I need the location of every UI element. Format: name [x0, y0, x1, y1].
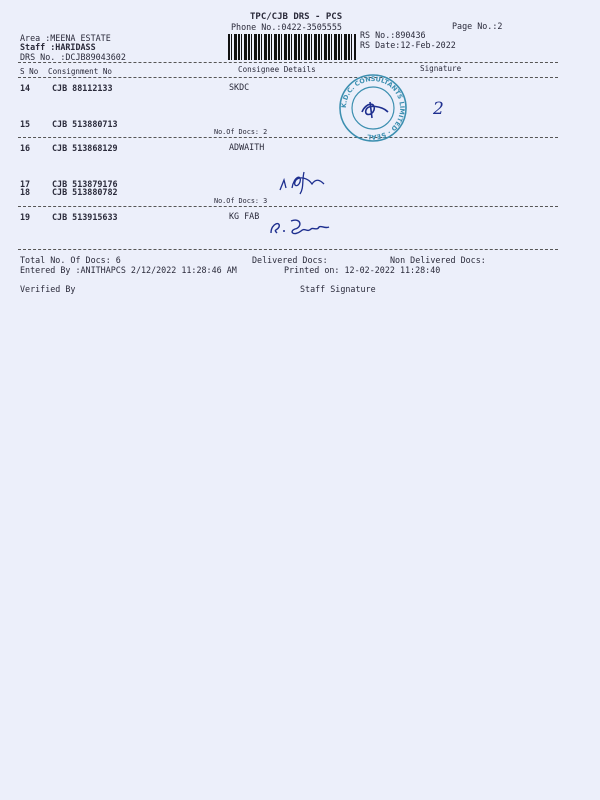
total-docs: Total No. Of Docs: 6 [20, 255, 121, 265]
verified-by: Verified By [20, 284, 76, 294]
entered-by: Entered By :ANITHAPCS 2/12/2022 11:28:46 AM [20, 265, 237, 275]
rs-number: RS No.:890436 [360, 30, 426, 40]
delivered-docs: Delivered Docs: [252, 255, 328, 265]
divider [18, 62, 558, 63]
non-delivered-docs: Non Delivered Docs: [390, 255, 486, 265]
handwritten-signature [267, 215, 331, 239]
row-consignee: KG FAB [229, 211, 260, 221]
divider [18, 77, 558, 78]
col-sno: S No [20, 67, 39, 76]
docs-count-note: No.Of Docs: 2 [214, 128, 268, 136]
row-sno: 18 [20, 187, 31, 197]
row-sno: 15 [20, 119, 31, 129]
phone-number: Phone No.:0422-3505555 [231, 22, 342, 32]
row-sno: 14 [20, 83, 31, 93]
document-title: TPC/CJB DRS - PCS [250, 12, 343, 22]
barcode [228, 34, 356, 60]
divider [18, 137, 558, 138]
drs-number: DRS No. :DCJB89043602 [20, 52, 126, 62]
area-field: Area :MEENA ESTATE [20, 33, 111, 43]
printed-on: Printed on: 12-02-2022 11:28:40 [284, 265, 441, 275]
row-sno: 17 [20, 179, 31, 189]
staff-signature-label: Staff Signature [300, 284, 376, 294]
divider [18, 249, 558, 250]
row-consignment: CJB 88112133 [52, 83, 113, 93]
svg-text:K.D.C. CONSULTANTS LIMITED · S: K.D.C. CONSULTANTS LIMITED · SEAL [339, 74, 407, 142]
col-consignment: Consignment No [48, 67, 113, 76]
row-consignment: CJB 513868129 [52, 143, 118, 153]
handwritten-signature [358, 98, 392, 120]
handwritten-mark: 2 [433, 99, 444, 119]
row-consignment: CJB 513915633 [52, 212, 118, 222]
col-consignee: Consignee Details [238, 65, 316, 74]
divider [18, 206, 558, 207]
row-consignment: CJB 513879176 [52, 179, 118, 189]
row-sno: 16 [20, 143, 31, 153]
page-number: Page No.:2 [452, 21, 503, 31]
row-consignment: CJB 513880713 [52, 119, 118, 129]
row-consignee: ADWAITH [229, 142, 265, 152]
row-consignment: CJB 513880782 [52, 187, 118, 197]
rs-date: RS Date:12-Feb-2022 [360, 40, 456, 50]
handwritten-signature [278, 170, 328, 196]
row-sno: 19 [20, 212, 31, 222]
col-signature: Signature [420, 64, 462, 73]
docs-count-note: No.Of Docs: 3 [214, 197, 268, 205]
staff-field: Staff :HARIDASS [20, 42, 96, 52]
row-consignee: SKDC [229, 82, 250, 92]
